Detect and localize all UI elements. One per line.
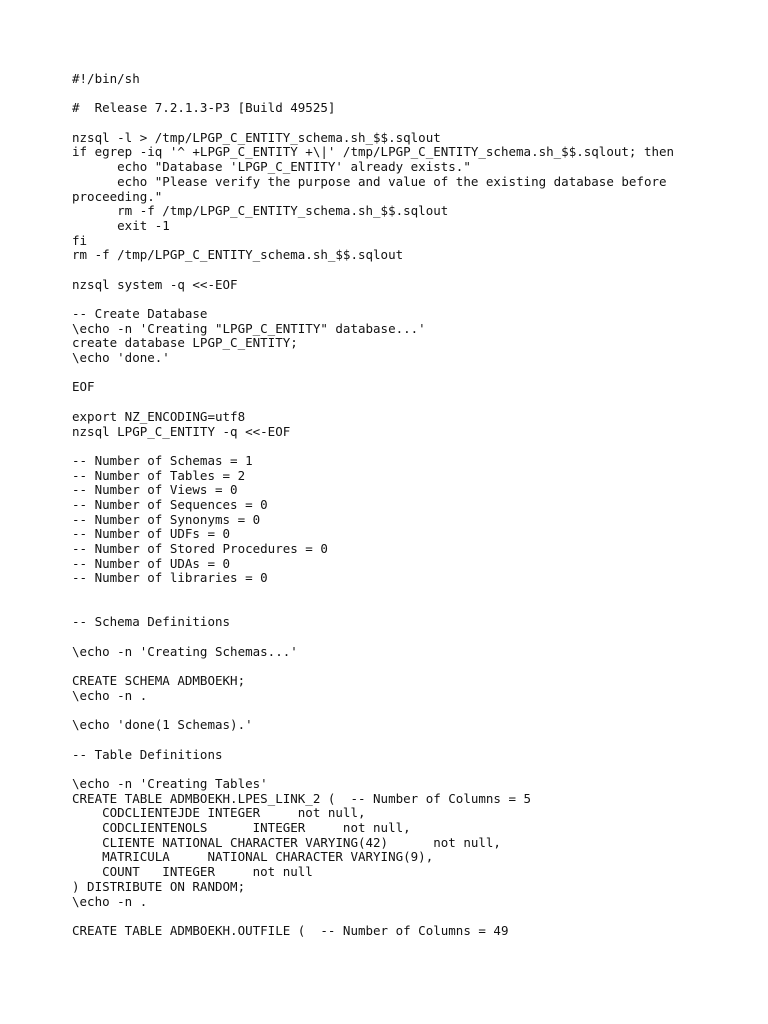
code-line: nzsql LPGP_C_ENTITY -q <<-EOF [72, 423, 291, 439]
code-line: proceeding." [72, 188, 163, 204]
code-line: \echo -n 'Creating "LPGP_C_ENTITY" database...' [72, 320, 426, 336]
code-line: rm -f /tmp/LPGP_C_ENTITY_schema.sh_$$.sqlout [72, 203, 449, 219]
code-line: nzsql system -q <<-EOF [72, 276, 238, 292]
blank-line [72, 762, 752, 777]
code-line: COUNT INTEGER not null [72, 864, 313, 880]
code-line: rm -f /tmp/LPGP_C_ENTITY_schema.sh_$$.sqlout [72, 247, 404, 263]
code-line: -- Number of libraries = 0 [72, 570, 268, 586]
code-line: exit -1 [72, 217, 170, 233]
blank-line [72, 116, 752, 131]
code-line: -- Number of UDFs = 0 [72, 526, 231, 542]
code-line: -- Number of Sequences = 0 [72, 496, 268, 512]
code-line: CLIENTE NATIONAL CHARACTER VARYING(42) not null, [72, 834, 501, 850]
code-line: CODCLIENTEJDE INTEGER not null, [72, 805, 366, 821]
code-line: CODCLIENTENOLS INTEGER not null, [72, 820, 411, 836]
code-line: \echo -n . [72, 893, 148, 909]
code-line: CREATE TABLE ADMBOEKH.OUTFILE ( -- Number of Columns = 49 [72, 922, 509, 938]
blank-line [72, 87, 752, 102]
blank-line [72, 395, 752, 410]
blank-line [72, 439, 752, 454]
code-line: echo "Please verify the purpose and value of the existing database before [72, 173, 667, 189]
code-line: -- Number of Schemas = 1 [72, 452, 253, 468]
blank-line [72, 660, 752, 675]
blank-line [72, 366, 752, 381]
code-line: CREATE SCHEMA ADMBOEKH; [72, 673, 246, 689]
code-line: export NZ_ENCODING=utf8 [72, 408, 246, 424]
blank-line [72, 601, 752, 616]
code-line: -- Table Definitions [72, 746, 223, 762]
code-line: \echo -n 'Creating Tables' [72, 776, 268, 791]
code-line: -- Number of Synonyms = 0 [72, 511, 261, 527]
script-document [72, 72, 752, 939]
code-line: EOF [72, 379, 95, 395]
code-line: \echo 'done(1 Schemas).' [72, 717, 253, 733]
code-line: -- Number of UDAs = 0 [72, 555, 231, 571]
code-line: -- Number of Tables = 2 [72, 467, 246, 483]
code-line: -- Number of Views = 0 [72, 482, 238, 498]
blank-line [72, 586, 752, 601]
code-line: CREATE TABLE ADMBOEKH.LPES_LINK_2 ( -- Number of Columns = 5 [72, 790, 532, 806]
code-line: nzsql -l > /tmp/LPGP_C_ENTITY_schema.sh_$$.sqlout [72, 129, 441, 145]
code-line: -- Number of Stored Procedures = 0 [72, 541, 328, 556]
code-line: fi [72, 232, 88, 248]
code-line: if egrep -iq '^ +LPGP_C_ENTITY +\|' /tmp/LPGP_C_ENTITY_schema.sh_$$.sqlout; then [72, 144, 675, 160]
code-line: # Release 7.2.1.3-P3 [Build 49525] [72, 100, 336, 116]
blank-line [72, 292, 752, 307]
code-line: -- Create Database [72, 306, 208, 321]
blank-line [72, 630, 752, 645]
code-line: echo "Database 'LPGP_C_ENTITY' already exists." [72, 159, 471, 175]
code-line: \echo -n 'Creating Schemas...' [72, 643, 298, 659]
blank-line [72, 263, 752, 278]
code-line: -- Schema Definitions [72, 614, 231, 630]
blank-line [72, 733, 752, 748]
code-line: create database LPGP_C_ENTITY; [72, 335, 298, 351]
blank-line [72, 909, 752, 924]
code-line: ) DISTRIBUTE ON RANDOM; [72, 878, 246, 894]
code-line: \echo -n . [72, 687, 148, 703]
code-line: #!/bin/sh [72, 71, 140, 86]
code-line: \echo 'done.' [72, 350, 170, 366]
code-line: MATRICULA NATIONAL CHARACTER VARYING(9), [72, 849, 434, 865]
blank-line [72, 704, 752, 719]
